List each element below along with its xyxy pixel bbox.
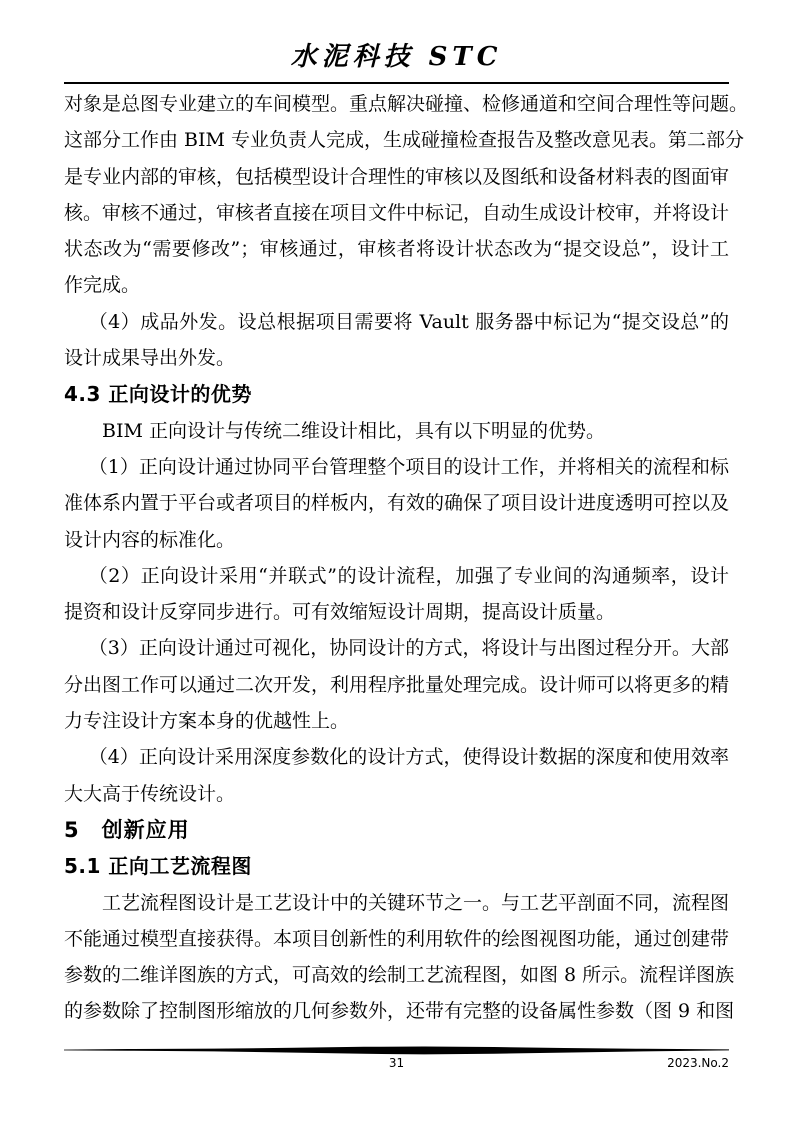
paragraph (64, 449, 729, 558)
text-line: （1）正向设计通过协同平台管理整个项目的设计工作，并将相关的流程和标 (88, 455, 729, 478)
page-number: 31 (388, 1056, 405, 1070)
text-line: 力专注设计方案本身的优越性上。 (64, 710, 350, 733)
text-line: （4）正向设计采用深度参数化的设计方式，使得设计数据的深度和使用效率 (88, 746, 729, 769)
text-line: 不能通过模型直接获得。本项目创新性的利用软件的绘图视图功能，通过创建带 (64, 927, 730, 950)
text-line: 准体系内置于平台或者项目的样板内，有效的确保了项目设计进度透明可控以及 (64, 492, 730, 515)
paragraph (64, 630, 729, 739)
footer-divider (64, 1046, 729, 1055)
text-line: BIM 正向设计与传统二维设计相比，具有以下明显的优势。 (102, 419, 605, 442)
text-line: （2）正向设计采用“并联式”的设计流程，加强了专业间的沟通频率，设计 (88, 564, 729, 587)
text-line: 大大高于传统设计。 (64, 782, 236, 805)
section-heading-5: 5 创新应用 (64, 817, 190, 842)
journal-title: 水泥科技 STC (290, 42, 503, 72)
paragraph (64, 885, 735, 1030)
text-line: 对象是总图专业建立的车间模型。重点解决碰撞、检修通道和空间合理性等问题。 (64, 93, 749, 115)
paragraph (64, 558, 729, 631)
text-line: 的参数除了控制图形缩放的几何参数外，还带有完整的设备属性参数（图 9 和图 (64, 1000, 735, 1023)
text-line: 核。审核不通过，审核者直接在项目文件中标记，自动生成设计校审，并将设计 (64, 201, 730, 224)
text-line: 设计成果导出外发。 (64, 347, 236, 370)
text-line: 提资和设计反穿同步进行。可有效缩短设计周期，提高设计质量。 (64, 601, 616, 624)
issue-number: 2023.No.2 (667, 1056, 729, 1070)
paragraph (64, 739, 729, 812)
text-line: 工艺流程图设计是工艺设计中的关键环节之一。与工艺平剖面不同，流程图 (102, 891, 730, 914)
paragraph (64, 86, 749, 304)
body-text (64, 86, 749, 1030)
text-line: 是专业内部的审核，包括模型设计合理性的审核以及图纸和设备材料表的图面审 (64, 165, 730, 188)
text-line: 设计内容的标准化。 (64, 528, 236, 551)
subsection-heading-5-1: 5.1 正向工艺流程图 (64, 854, 252, 879)
footer-row (64, 1056, 729, 1074)
text-line: （4）成品外发。设总根据项目需要将 Vault 服务器中标记为“提交设总”的 (88, 310, 729, 333)
text-line: 参数的二维详图族的方式，可高效的绘制工艺流程图，如图 8 所示。流程详图族 (64, 964, 735, 987)
header-divider (64, 82, 729, 84)
text-line: 作完成。 (64, 274, 141, 297)
text-line: （3）正向设计通过可视化，协同设计的方式，将设计与出图过程分开。大部 (88, 637, 729, 660)
text-line: 这部分工作由 BIM 专业负责人完成，生成碰撞检查报告及整改意见表。第二部分 (64, 129, 745, 152)
paragraph (64, 413, 729, 449)
page-content (64, 40, 749, 1030)
text-line: 分出图工作可以通过二次开发，利用程序批量处理完成。设计师可以将更多的精 (64, 673, 730, 696)
text-line: 状态改为“需要修改”；审核通过，审核者将设计状态改为“提交设总”，设计工 (64, 238, 729, 261)
page-footer (64, 1046, 729, 1074)
paragraph (64, 304, 729, 377)
subsection-heading-4-3: 4.3 正向设计的优势 (64, 382, 252, 407)
